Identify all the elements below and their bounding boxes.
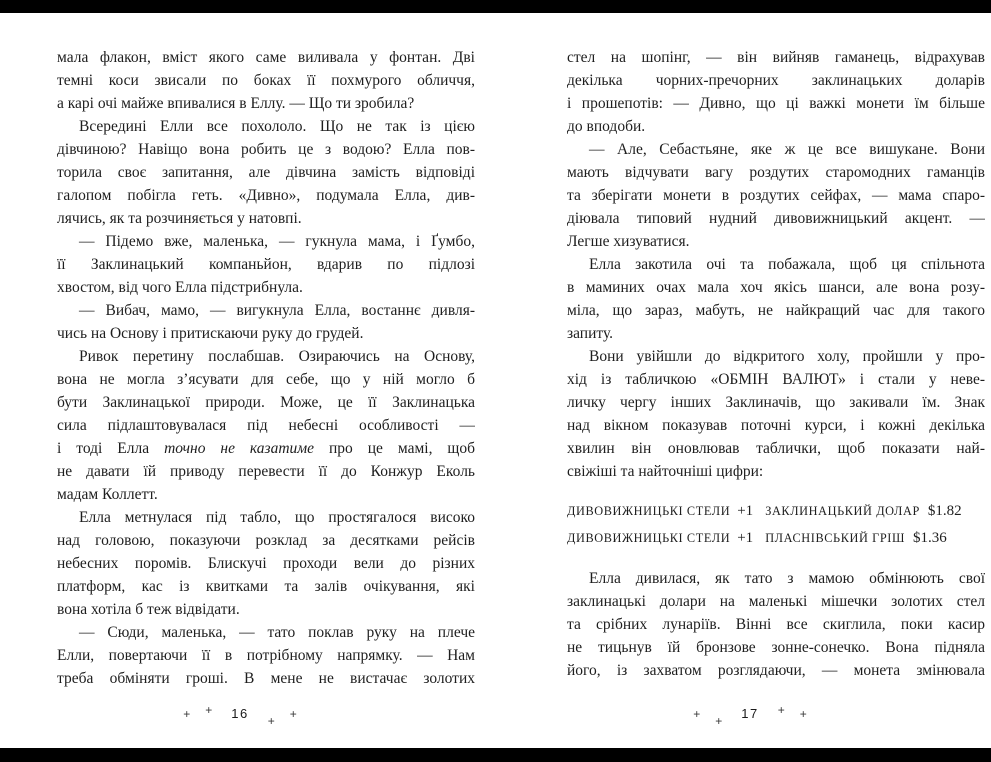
page-number: 16 [231, 706, 249, 721]
text-line: до вподоби. [567, 118, 646, 135]
exchange-rate-table [567, 497, 985, 551]
text-line: над головою, показуючи розклад за десятками рейсів [57, 532, 475, 549]
text-line: мадам Коллетт. [57, 486, 158, 503]
exchange-ratio: +1 [737, 530, 754, 546]
right-page [567, 46, 985, 682]
plus-ornament-icon: + [715, 713, 723, 728]
text-line: темні коси звисали по боках її похмурого обличчя, [57, 72, 475, 89]
plus-ornament-icon: + [289, 706, 297, 721]
page-number: 17 [741, 706, 759, 721]
text-line: — Сюди, маленька, — тато поклав руку на плече [79, 624, 475, 641]
text-line: хід із табличкою «ОБМІН ВАЛЮТ» і стали у неве- [567, 371, 985, 388]
text-line: його, із захватом розглядаючи, — монета змінювала [567, 662, 985, 679]
text-line: та срібних лунаріїв. Вінні все скиглила, поки касир [567, 616, 985, 633]
text-line: личку чергу інших Заклиначів, що закивали їм. Знак [567, 394, 985, 411]
left-page [57, 46, 475, 690]
from-currency-label: ДИВОВИЖНИЦЬКІ СТЕЛИ [567, 531, 731, 545]
plus-ornament-icon: + [799, 706, 807, 721]
top-letterbox-bar [0, 0, 991, 13]
text-line: свіжіші та найточніші цифри: [567, 463, 764, 480]
left-page-footer [31, 702, 449, 728]
text-line: небесних поромів. Блискучі проходи вели до різних [57, 555, 475, 572]
text-line: стел на шопінг, — він вийняв гаманець, відрахував [567, 49, 985, 66]
right-page-text-bottom [567, 567, 985, 682]
text-line: її Заклинацький компаньйон, вдарив по підлозі [57, 256, 475, 273]
right-page-text-top [567, 46, 985, 483]
text-line: над вікном показував поточні курси, і кожні декілька [567, 417, 985, 434]
plus-ornament-icon: + [693, 706, 701, 721]
text-line: Всередині Елли все похололо. Що не так із цією [79, 118, 475, 135]
text-line: треба обміняти гроші. В мене не вистачає золотих [57, 670, 475, 687]
text-line: — Але, Себастьяне, яке ж це все вишукане. Вони [589, 141, 985, 158]
text-line: — Підемо вже, маленька, — гукнула мама, і Ґумбо, [79, 233, 475, 250]
text-line: міла, що зараз, мабуть, не найкращий час для такого [567, 302, 985, 319]
text-line: Елла закотила очі та побажала, щоб ця спільнота [589, 256, 985, 273]
text-line: галопом побігла геть. «Дивно», подумала Елла, див- [57, 187, 475, 204]
text-line: Елла дивилася, як тато з мамою обмінюють свої [589, 570, 985, 587]
paragraph [57, 299, 475, 345]
text-line: хвилин він оновлював таблички, щоб показати най- [567, 440, 985, 457]
exchange-rate-value: $1.36 [913, 530, 947, 546]
exchange-rate-row [567, 524, 985, 551]
text-line: заклинацькі долари на маленькі мішечки золотих стел [567, 593, 985, 610]
from-currency-label: ДИВОВИЖНИЦЬКІ СТЕЛИ [567, 504, 731, 518]
right-page-footer [541, 702, 959, 728]
paragraph [567, 138, 985, 253]
text-line: хвостом, від чого Елла підстрибнула. [57, 279, 303, 296]
text-line: торила своє запитання, але дівчина замість відповіді [57, 164, 475, 181]
text-line: сила підлаштовувалася під небесні особливості — [57, 417, 475, 434]
exchange-ratio: +1 [737, 503, 754, 519]
plus-ornament-icon: + [267, 713, 275, 728]
text-line: мають відчувати вагу роздутих старомодних гаманців [567, 164, 985, 181]
paragraph [567, 253, 985, 345]
text-line: та зберігати монети в роздутих сейфах, — мама спаро- [567, 187, 985, 204]
text-line: дівчиною? Навіщо вона робить це з водою? Елла пов- [57, 141, 475, 158]
text-line: бути Заклинацької природи. Може, це її Заклинацька [57, 394, 475, 411]
text-line: в маминих очах мала хоч якісь шанси, але вона розу- [567, 279, 985, 296]
plus-ornament-icon: + [183, 706, 191, 721]
text-line: і прошепотів: — Дивно, що ці важкі монети їм більше [567, 95, 985, 112]
text-line: не тицьнув їй бронзове зонне-сонечко. Вона підняла [567, 639, 985, 656]
text-line: Елли, повертаючи її в потрібному напрямку. — Нам [57, 647, 475, 664]
exchange-rate-value: $1.82 [927, 503, 962, 519]
text-line: Елла метнулася під табло, що простягалося високо [79, 509, 475, 526]
text-line: і тоді Елла точно не казатиме про це мамі, щоб [57, 440, 475, 457]
to-currency-label: ПЛАСНІВСЬКИЙ ГРІШ [765, 531, 906, 545]
text-line: — Вибач, мамо, — вигукнула Елла, востаннє дивля- [79, 302, 475, 319]
text-line: платформ, кас із квитками та залів очікування, які [57, 578, 475, 595]
paragraph [57, 345, 475, 506]
text-line: мала флакон, вміст якого саме виливала у фонтан. Дві [57, 49, 475, 66]
text-line: діювала типовий нудний дивовижницький акцент. — [567, 210, 985, 227]
plus-ornament-icon: + [205, 702, 213, 717]
paragraph [567, 46, 985, 138]
paragraph [57, 46, 475, 115]
text-line: вона хотіла б теж відвідати. [57, 601, 240, 618]
text-line: Ривок перетину послабшав. Озираючись на Основу, [79, 348, 475, 365]
exchange-rate-row [567, 497, 985, 524]
paragraph [57, 230, 475, 299]
text-line: а карі очі майже впивалися в Еллу. — Що ти зробила? [57, 95, 415, 112]
bottom-letterbox-bar [0, 748, 991, 762]
plus-ornament-icon: + [777, 702, 785, 717]
text-line: декілька чорних-пречорних заклинацьких доларів [567, 72, 985, 89]
text-line: чись на Основу і притискаючи руку до грудей. [57, 325, 364, 342]
text-line: Вони увійшли до відкритого холу, пройшли у про- [589, 348, 985, 365]
text-line: Легше хизуватися. [567, 233, 690, 250]
paragraph [567, 567, 985, 682]
text-line: лячись, як та розчиняється у натовпі. [57, 210, 302, 227]
paragraph [57, 115, 475, 230]
to-currency-label: ЗАКЛИНАЦЬКИЙ ДОЛАР [765, 504, 920, 518]
paragraph [57, 621, 475, 690]
paragraph [567, 345, 985, 483]
text-line: запиту. [567, 325, 614, 342]
text-line: не давати їй приводу перевести її до Конжур Еколь [57, 463, 475, 480]
text-line: вона не могла з’ясувати для себе, що у ній могло б [57, 371, 475, 388]
paragraph [57, 506, 475, 621]
